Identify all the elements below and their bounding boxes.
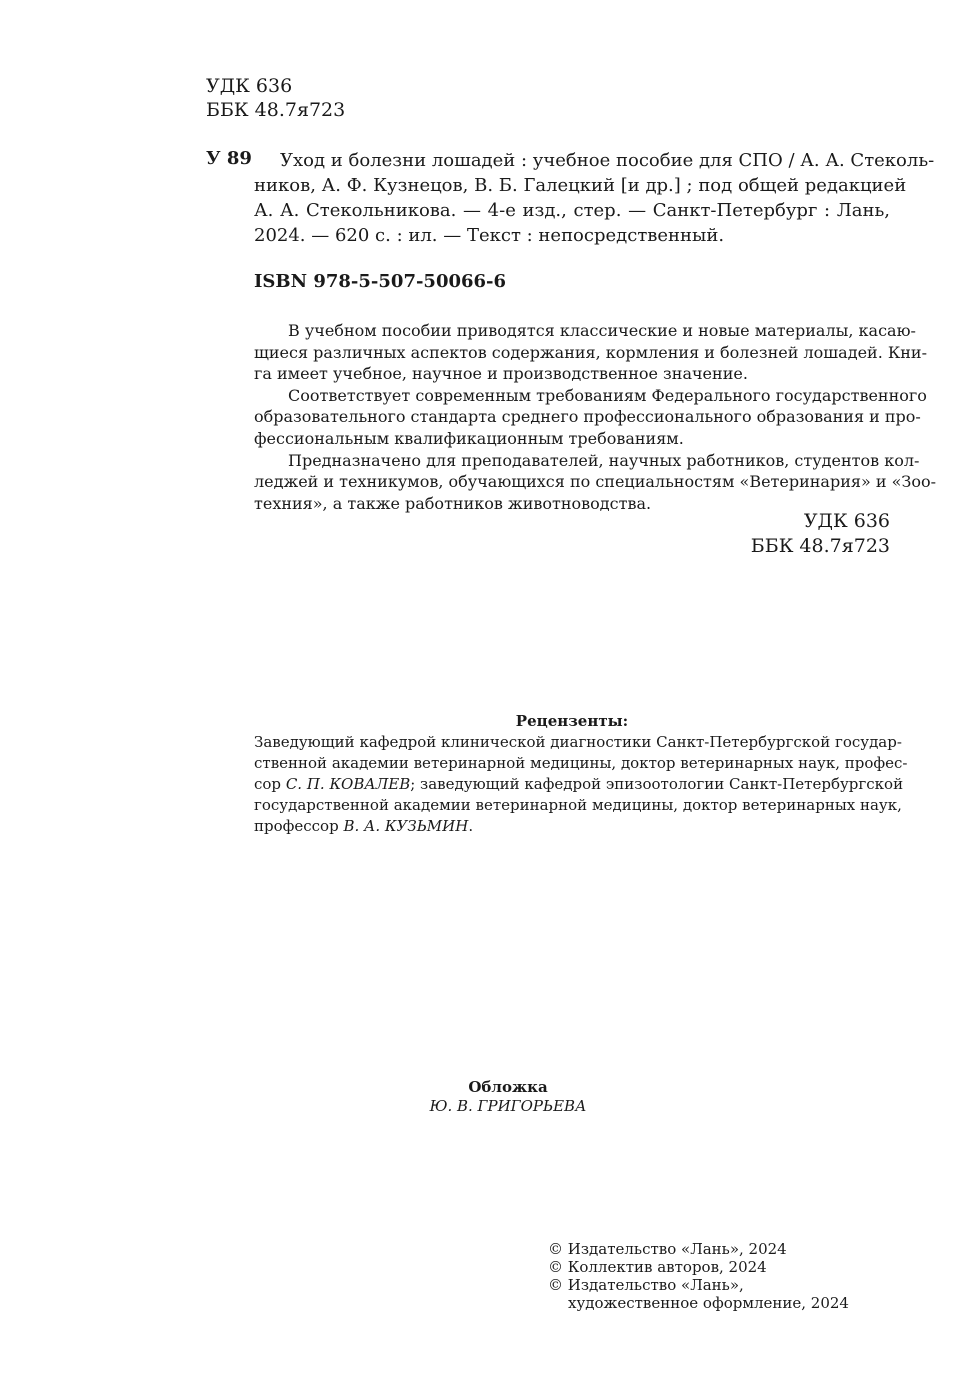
- reviewer-name: С. П. КОВАЛЕВ: [285, 775, 411, 793]
- annotation-line: щиеся различных аспектов содержания, кормления и болезней лошадей. Кни-: [254, 342, 927, 362]
- reviewer-name: В. А. КУЗЬМИН: [343, 817, 469, 835]
- biblio-line: Уход и болезни лошадей : учебное пособие для СПО / А. А. Стеколь-: [280, 150, 935, 171]
- copyright-line: художественное оформление, 2024: [568, 1294, 849, 1312]
- biblio-line: А. А. Стекольникова. — 4-е изд., стер. — Санкт-Петербург : Лань,: [254, 200, 890, 221]
- annotation-line: В учебном пособии приводятся классические и новые материалы, касаю-: [288, 321, 916, 340]
- udk-code: УДК 636: [803, 510, 890, 532]
- annotation-line: фессиональным квалификационным требованиям.: [254, 428, 684, 448]
- annotation-line: леджей и техникумов, обучающихся по специальностям «Ветеринария» и «Зоо-: [254, 472, 937, 492]
- bibliographic-record: [254, 148, 935, 248]
- copyright-line: © Издательство «Лань», 2024: [548, 1240, 787, 1258]
- classification-bottom: [690, 509, 890, 559]
- copyright-line: © Издательство «Лань»,: [548, 1276, 744, 1294]
- reviewers-line: государственной академии ветеринарной медицины, доктор ветеринарных наук,: [254, 796, 902, 814]
- biblio-line: ников, А. Ф. Кузнецов, В. Б. Галецкий [и др.] ; под общей редакцией: [254, 175, 907, 196]
- cover-heading: Обложка: [468, 1078, 548, 1096]
- reviewers-line: ственной академии ветеринарной медицины, доктор ветеринарных наук, профес-: [254, 754, 908, 772]
- copyright-block: [548, 1240, 849, 1312]
- annotation-line: техния», а также работников животноводства.: [254, 493, 652, 513]
- classification-top: [206, 74, 345, 122]
- biblio-line: 2024. — 620 с. : ил. — Текст : непосредственный.: [254, 225, 725, 246]
- annotation-line: образовательного стандарта среднего профессионального образования и про-: [254, 407, 921, 427]
- annotation-line: га имеет учебное, научное и производственное значение.: [254, 364, 748, 384]
- cover-designer: Ю. В. ГРИГОРЬЕВА: [429, 1097, 587, 1115]
- reviewers-line: [254, 774, 904, 795]
- bbk-code: ББК 48.7я723: [206, 99, 346, 121]
- annotation-line: Соответствует современным требованиям Федерального государственного: [288, 385, 927, 405]
- reviewers-line: [254, 816, 890, 837]
- catalog-code: У 89: [206, 148, 252, 169]
- annotation: [254, 320, 937, 514]
- reviewers-text: .: [468, 817, 474, 835]
- reviewers-heading: Рецензенты:: [515, 712, 629, 730]
- reviewers-text: ; заведующий кафедрой эпизоотологии Санкт-Петербургской: [410, 775, 904, 793]
- isbn: ISBN 978-5-507-50066-6: [254, 271, 507, 292]
- udk-code: УДК 636: [206, 75, 293, 97]
- bbk-code: ББК 48.7я723: [750, 535, 890, 557]
- cover-credit: [254, 1078, 890, 1116]
- reviewers: [254, 711, 908, 837]
- reviewers-text: сор: [254, 775, 286, 793]
- reviewers-text: профессор: [254, 817, 344, 835]
- reviewers-line: Заведующий кафедрой клинической диагностики Санкт-Петербургской государ-: [254, 733, 902, 751]
- copyright-line: © Коллектив авторов, 2024: [548, 1258, 767, 1276]
- annotation-line: Предназначено для преподавателей, научных работников, студентов кол-: [288, 450, 920, 470]
